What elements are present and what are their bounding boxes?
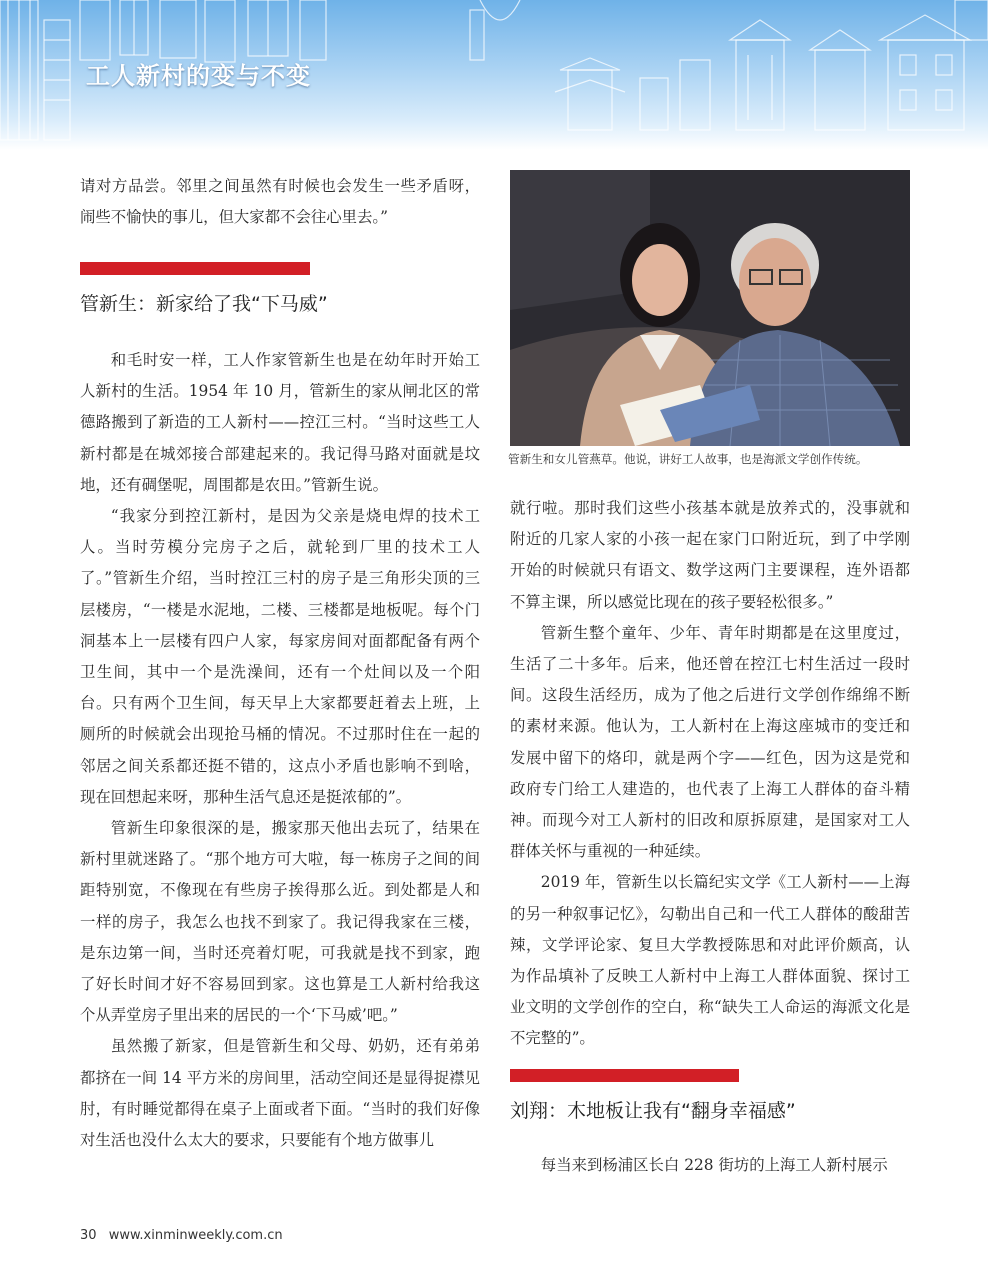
intro-paragraph: 请对方品尝。邻里之间虽然有时候也会发生一些矛盾呀，闹些不愉快的事儿，但大家都不会往心里去。” — [80, 177, 480, 227]
photo-caption: 管新生和女儿管燕草。他说，讲好工人故事，也是海派文学创作传统。 — [508, 452, 868, 466]
right-column-tail — [510, 1150, 910, 1181]
body-paragraph: 和毛时安一样，工人作家管新生也是在幼年时开始工人新村的生活。1954 年 10 月，管新生的家从闸北区的常德路搬到了新造的工人新村——控江三村。“当时这些工人新村都是在城郊接合部建起来的。我记得马路对面就是坟地，还有碉堡呢，周围都是农田。”管新生说。 — [80, 351, 480, 494]
section-title: 工人新村的变与不变 — [86, 62, 311, 90]
body-paragraph: “我家分到控江新村，是因为父亲是烧电焊的技术工人。当时劳模分完房子之后，就轮到厂里的技术工人了。”管新生介绍，当时控江三村的房子是三角形尖顶的三层楼房，“一楼是水泥地，二楼、三楼都是地板呢。每个门洞基本上一层楼有四户人家，每家房间对面都配备有两个卫生间，其中一个是洗澡间，还有一个灶间以及一个阳台。只有两个卫生间，每天早上大家都要赶着去上班，上厕所的时候就会出现抢马桶的情况。不过那时住在一起的邻居之间关系都还挺不错的，这点小矛盾也影响不到啥，现在回想起来呀，那种生活气息还是挺浓郁的”。 — [80, 507, 480, 806]
body-paragraph: 就行啦。那时我们这些小孩基本就是放养式的，没事就和附近的几家人家的小孩一起在家门口附近玩，到了中学刚开始的时候就只有语文、数学这两门主要课程，连外语都不算主课，所以感觉比现在的孩子要轻松很多。” — [510, 499, 910, 611]
right-column-body — [510, 493, 910, 1055]
photo-illustration — [510, 170, 910, 446]
body-paragraph: 虽然搬了新家，但是管新生和父母、奶奶，还有弟弟都挤在一间 14 平方米的房间里，活动空间还是显得捉襟见肘，有时睡觉都得在桌子上面或者下面。“当时的我们好像对生活也没什么太大的要求，只要能有个地方做事儿 — [80, 1037, 480, 1150]
body-paragraph: 2019 年，管新生以长篇纪实文学《工人新村——上海的另一种叙事记忆》，勾勒出自己和一代工人群体的酸甜苦辣，文学评论家、复旦大学教授陈思和对此评价颇高，认为作品填补了反映工人新村中上海工人群体面貌、探讨工业文明的文学创作的空白，称“缺失工人命运的海派文化是不完整的”。 — [510, 873, 910, 1048]
page-number: 30 — [80, 1228, 97, 1243]
left-intro-text — [80, 171, 480, 233]
section-heading: 管新生：新家给了我“下马威” — [80, 293, 328, 315]
header-banner — [0, 0, 988, 150]
section-heading: 刘翔：木地板让我有“翻身幸福感” — [510, 1100, 796, 1122]
section-divider-bar — [510, 1069, 739, 1082]
website-url: www.xinminweekly.com.cn — [108, 1228, 283, 1243]
body-paragraph: 每当来到杨浦区长白 228 街坊的上海工人新村展示 — [540, 1156, 888, 1174]
article-photo — [510, 170, 910, 446]
body-paragraph: 管新生印象很深的是，搬家那天他出去玩了，结果在新村里就迷路了。“那个地方可大啦，每一栋房子之间的间距特别宽，不像现在有些房子挨得那么近。到处都是人和一样的房子，我怎么也找不到家了。我记得我家在三楼，是东边第一间，当时还亮着灯呢，可我就是找不到家，跑了好长时间才好不容易回到家。这也算是工人新村给我这个从弄堂房子里出来的居民的一个‘下马威’吧。” — [80, 819, 480, 1025]
body-paragraph: 管新生整个童年、少年、青年时期都是在这里度过，生活了二十多年。后来，他还曾在控江七村生活过一段时间。这段生活经历，成为了他之后进行文学创作绵绵不断的素材来源。他认为，工人新村在上海这座城市的变迁和发展中留下的烙印，就是两个字——红色，因为这是党和政府专门给工人建造的，也代表了上海工人群体的奋斗精神。而现今对工人新村的旧改和原拆原建，是国家对工人群体关怀与重视的一种延续。 — [510, 623, 910, 861]
left-column-body — [80, 345, 480, 1156]
section-divider-bar — [80, 262, 310, 275]
page-footer — [80, 1228, 283, 1243]
